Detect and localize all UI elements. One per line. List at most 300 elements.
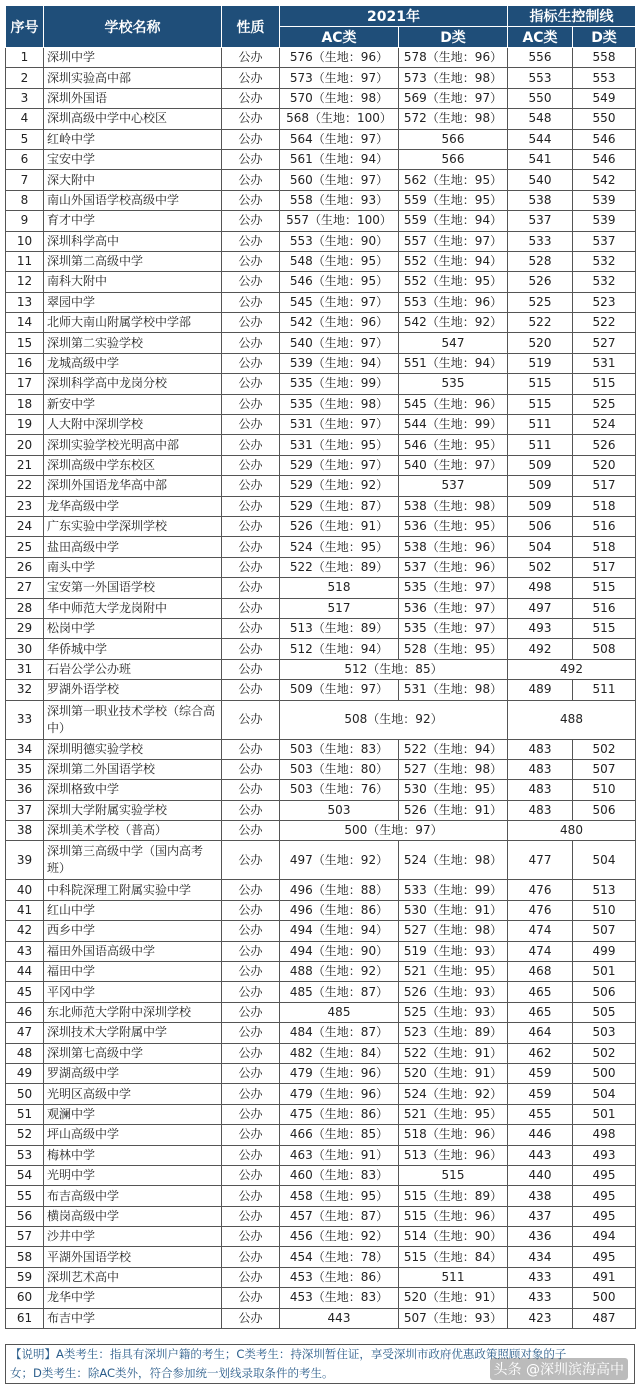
cell-control-ac: 540 bbox=[508, 170, 573, 190]
cell-score-d: 523（生地：89） bbox=[399, 1023, 508, 1043]
cell-control-d: 507 bbox=[573, 921, 636, 941]
cell-score-d: 528（生地：95） bbox=[399, 639, 508, 659]
cell-school-name: 松岗中学 bbox=[44, 618, 222, 638]
table-row bbox=[6, 537, 636, 557]
cell-type: 公办 bbox=[222, 800, 280, 820]
table-row bbox=[6, 48, 636, 68]
cell-score-d: 547 bbox=[399, 333, 508, 353]
cell-control-merged: 480 bbox=[508, 821, 636, 841]
header-2021-ac: AC类 bbox=[280, 27, 399, 48]
cell-type: 公办 bbox=[222, 231, 280, 251]
cell-index: 34 bbox=[6, 739, 44, 759]
cell-control-d: 510 bbox=[573, 780, 636, 800]
cell-school-name: 南山外国语学校高级中学 bbox=[44, 190, 222, 210]
score-table bbox=[5, 5, 636, 1329]
cell-score-d: 533（生地：99） bbox=[399, 880, 508, 900]
cell-control-d: 495 bbox=[573, 1186, 636, 1206]
cell-score-d: 536（生地：95） bbox=[399, 516, 508, 536]
header-index: 序号 bbox=[6, 6, 44, 48]
cell-school-name: 深圳外国语 bbox=[44, 88, 222, 108]
cell-control-d: 487 bbox=[573, 1308, 636, 1328]
cell-school-name: 横岗高级中学 bbox=[44, 1206, 222, 1226]
cell-control-d: 546 bbox=[573, 129, 636, 149]
cell-school-name: 深圳科学高中 bbox=[44, 231, 222, 251]
cell-type: 公办 bbox=[222, 149, 280, 169]
cell-control-d: 539 bbox=[573, 211, 636, 231]
cell-score-ac: 484（生地：87） bbox=[280, 1023, 399, 1043]
cell-control-d: 523 bbox=[573, 292, 636, 312]
cell-control-ac: 528 bbox=[508, 251, 573, 271]
cell-control-ac: 468 bbox=[508, 962, 573, 982]
cell-control-d: 510 bbox=[573, 900, 636, 920]
cell-type: 公办 bbox=[222, 455, 280, 475]
cell-index: 45 bbox=[6, 982, 44, 1002]
cell-control-ac: 526 bbox=[508, 272, 573, 292]
table-row bbox=[6, 374, 636, 394]
cell-index: 41 bbox=[6, 900, 44, 920]
table-row bbox=[6, 455, 636, 475]
cell-control-d: 549 bbox=[573, 88, 636, 108]
cell-control-d: 505 bbox=[573, 1002, 636, 1022]
cell-school-name: 深圳第二高级中学 bbox=[44, 251, 222, 271]
cell-type: 公办 bbox=[222, 780, 280, 800]
table-row bbox=[6, 129, 636, 149]
cell-control-d: 524 bbox=[573, 415, 636, 435]
cell-index: 26 bbox=[6, 557, 44, 577]
cell-control-d: 495 bbox=[573, 1247, 636, 1267]
cell-school-name: 深圳外国语龙华高中部 bbox=[44, 476, 222, 496]
cell-index: 33 bbox=[6, 700, 44, 739]
cell-score-ac: 542（生地：96） bbox=[280, 313, 399, 333]
cell-control-d: 500 bbox=[573, 1288, 636, 1308]
cell-control-d: 546 bbox=[573, 149, 636, 169]
cell-score-d: 535（生地：97） bbox=[399, 578, 508, 598]
cell-score-ac: 531（生地：97） bbox=[280, 415, 399, 435]
table-row bbox=[6, 476, 636, 496]
cell-score-ac: 509（生地：97） bbox=[280, 680, 399, 700]
cell-control-d: 516 bbox=[573, 598, 636, 618]
table-row bbox=[6, 941, 636, 961]
cell-school-name: 北师大南山附属学校中学部 bbox=[44, 313, 222, 333]
cell-score-d: 521（生地：95） bbox=[399, 962, 508, 982]
cell-type: 公办 bbox=[222, 1288, 280, 1308]
cell-type: 公办 bbox=[222, 394, 280, 414]
cell-type: 公办 bbox=[222, 170, 280, 190]
cell-school-name: 深圳技术大学附属中学 bbox=[44, 1023, 222, 1043]
cell-control-ac: 434 bbox=[508, 1247, 573, 1267]
cell-score-d: 569（生地：97） bbox=[399, 88, 508, 108]
cell-score-ac: 496（生地：88） bbox=[280, 880, 399, 900]
table-row bbox=[6, 780, 636, 800]
table-row bbox=[6, 900, 636, 920]
cell-index: 56 bbox=[6, 1206, 44, 1226]
cell-score-d: 531（生地：98） bbox=[399, 680, 508, 700]
cell-index: 35 bbox=[6, 759, 44, 779]
cell-control-ac: 433 bbox=[508, 1288, 573, 1308]
cell-type: 公办 bbox=[222, 680, 280, 700]
cell-school-name: 宝安第一外国语学校 bbox=[44, 578, 222, 598]
cell-index: 13 bbox=[6, 292, 44, 312]
cell-score-d: 520（生地：91） bbox=[399, 1063, 508, 1083]
table-row bbox=[6, 516, 636, 536]
table-header bbox=[6, 6, 636, 48]
cell-score-ac: 496（生地：86） bbox=[280, 900, 399, 920]
cell-score-d: 535 bbox=[399, 374, 508, 394]
cell-control-d: 542 bbox=[573, 170, 636, 190]
cell-index: 40 bbox=[6, 880, 44, 900]
header-ctrl-d: D类 bbox=[573, 27, 636, 48]
cell-index: 60 bbox=[6, 1288, 44, 1308]
cell-type: 公办 bbox=[222, 1145, 280, 1165]
cell-school-name: 平湖外国语学校 bbox=[44, 1247, 222, 1267]
cell-control-ac: 476 bbox=[508, 900, 573, 920]
cell-index: 55 bbox=[6, 1186, 44, 1206]
cell-index: 51 bbox=[6, 1104, 44, 1124]
table-row bbox=[6, 1145, 636, 1165]
cell-index: 8 bbox=[6, 190, 44, 210]
cell-control-ac: 483 bbox=[508, 780, 573, 800]
cell-score-merged: 512（生地：85） bbox=[280, 659, 508, 679]
cell-control-d: 527 bbox=[573, 333, 636, 353]
table-row bbox=[6, 149, 636, 169]
cell-school-name: 布吉高级中学 bbox=[44, 1186, 222, 1206]
cell-score-d: 521（生地：95） bbox=[399, 1104, 508, 1124]
cell-control-ac: 483 bbox=[508, 800, 573, 820]
cell-control-d: 504 bbox=[573, 841, 636, 880]
cell-control-ac: 483 bbox=[508, 739, 573, 759]
header-year-2021: 2021年 bbox=[280, 6, 508, 27]
cell-type: 公办 bbox=[222, 982, 280, 1002]
table-row bbox=[6, 1206, 636, 1226]
cell-score-ac: 535（生地：98） bbox=[280, 394, 399, 414]
cell-score-d: 535（生地：97） bbox=[399, 618, 508, 638]
cell-school-name: 南科大附中 bbox=[44, 272, 222, 292]
cell-index: 61 bbox=[6, 1308, 44, 1328]
cell-control-d: 532 bbox=[573, 251, 636, 271]
cell-score-ac: 558（生地：93） bbox=[280, 190, 399, 210]
cell-type: 公办 bbox=[222, 1227, 280, 1247]
cell-score-d: 524（生地：98） bbox=[399, 841, 508, 880]
cell-school-name: 深圳艺术高中 bbox=[44, 1267, 222, 1287]
cell-control-d: 520 bbox=[573, 455, 636, 475]
cell-control-d: 517 bbox=[573, 476, 636, 496]
cell-control-ac: 506 bbox=[508, 516, 573, 536]
cell-score-ac: 531（生地：95） bbox=[280, 435, 399, 455]
cell-score-d: 519（生地：93） bbox=[399, 941, 508, 961]
table-row bbox=[6, 394, 636, 414]
cell-score-d: 544（生地：99） bbox=[399, 415, 508, 435]
cell-school-name: 深圳科学高中龙岗分校 bbox=[44, 374, 222, 394]
cell-index: 24 bbox=[6, 516, 44, 536]
cell-type: 公办 bbox=[222, 1125, 280, 1145]
cell-index: 30 bbox=[6, 639, 44, 659]
cell-control-ac: 553 bbox=[508, 68, 573, 88]
cell-control-ac: 550 bbox=[508, 88, 573, 108]
cell-index: 57 bbox=[6, 1227, 44, 1247]
cell-school-name: 深圳明德实验学校 bbox=[44, 739, 222, 759]
cell-control-ac: 459 bbox=[508, 1084, 573, 1104]
cell-school-name: 龙华中学 bbox=[44, 1288, 222, 1308]
cell-index: 37 bbox=[6, 800, 44, 820]
cell-index: 42 bbox=[6, 921, 44, 941]
cell-school-name: 龙城高级中学 bbox=[44, 353, 222, 373]
cell-score-ac: 457（生地：87） bbox=[280, 1206, 399, 1226]
cell-score-d: 559（生地：95） bbox=[399, 190, 508, 210]
cell-score-ac: 568（生地：100） bbox=[280, 109, 399, 129]
cell-type: 公办 bbox=[222, 292, 280, 312]
cell-school-name: 深圳第一职业技术学校（综合高中） bbox=[44, 700, 222, 739]
cell-type: 公办 bbox=[222, 1002, 280, 1022]
cell-score-ac: 548（生地：95） bbox=[280, 251, 399, 271]
cell-type: 公办 bbox=[222, 821, 280, 841]
cell-control-d: 500 bbox=[573, 1063, 636, 1083]
cell-score-ac: 529（生地：92） bbox=[280, 476, 399, 496]
cell-index: 53 bbox=[6, 1145, 44, 1165]
cell-score-d: 557（生地：97） bbox=[399, 231, 508, 251]
cell-score-d: 526（生地：93） bbox=[399, 982, 508, 1002]
cell-score-d: 515（生地：84） bbox=[399, 1247, 508, 1267]
cell-control-ac: 474 bbox=[508, 941, 573, 961]
cell-control-ac: 511 bbox=[508, 415, 573, 435]
cell-control-ac: 476 bbox=[508, 880, 573, 900]
cell-score-ac: 479（生地：96） bbox=[280, 1084, 399, 1104]
table-row bbox=[6, 333, 636, 353]
cell-control-d: 526 bbox=[573, 435, 636, 455]
table-row bbox=[6, 659, 636, 679]
cell-score-d: 514（生地：90） bbox=[399, 1227, 508, 1247]
table-row bbox=[6, 251, 636, 271]
header-type: 性质 bbox=[222, 6, 280, 48]
table-row bbox=[6, 962, 636, 982]
cell-control-d: 537 bbox=[573, 231, 636, 251]
table-row bbox=[6, 1227, 636, 1247]
header-control-line: 指标生控制线 bbox=[508, 6, 636, 27]
cell-control-ac: 477 bbox=[508, 841, 573, 880]
cell-score-ac: 570（生地：98） bbox=[280, 88, 399, 108]
cell-score-d: 551（生地：94） bbox=[399, 353, 508, 373]
cell-type: 公办 bbox=[222, 353, 280, 373]
cell-type: 公办 bbox=[222, 1084, 280, 1104]
cell-control-d: 515 bbox=[573, 578, 636, 598]
cell-control-d: 539 bbox=[573, 190, 636, 210]
cell-school-name: 深圳实验高中部 bbox=[44, 68, 222, 88]
cell-score-d: 507（生地：93） bbox=[399, 1308, 508, 1328]
cell-type: 公办 bbox=[222, 578, 280, 598]
table-row bbox=[6, 1084, 636, 1104]
cell-control-ac: 465 bbox=[508, 1002, 573, 1022]
cell-score-ac: 561（生地：94） bbox=[280, 149, 399, 169]
cell-index: 27 bbox=[6, 578, 44, 598]
cell-score-d: 562（生地：95） bbox=[399, 170, 508, 190]
cell-control-ac: 462 bbox=[508, 1043, 573, 1063]
cell-index: 49 bbox=[6, 1063, 44, 1083]
cell-score-d: 578（生地：96） bbox=[399, 48, 508, 68]
cell-score-ac: 482（生地：84） bbox=[280, 1043, 399, 1063]
cell-school-name: 广东实验中学深圳学校 bbox=[44, 516, 222, 536]
cell-control-d: 550 bbox=[573, 109, 636, 129]
cell-type: 公办 bbox=[222, 598, 280, 618]
cell-score-ac: 535（生地：99） bbox=[280, 374, 399, 394]
cell-score-ac: 458（生地：95） bbox=[280, 1186, 399, 1206]
cell-type: 公办 bbox=[222, 1267, 280, 1287]
cell-school-name: 深圳中学 bbox=[44, 48, 222, 68]
cell-control-d: 498 bbox=[573, 1125, 636, 1145]
cell-score-ac: 522（生地：89） bbox=[280, 557, 399, 577]
cell-score-d: 522（生地：91） bbox=[399, 1043, 508, 1063]
table-row bbox=[6, 1023, 636, 1043]
cell-school-name: 盐田高级中学 bbox=[44, 537, 222, 557]
cell-score-ac: 453（生地：83） bbox=[280, 1288, 399, 1308]
cell-type: 公办 bbox=[222, 333, 280, 353]
cell-control-d: 502 bbox=[573, 1043, 636, 1063]
cell-score-ac: 475（生地：86） bbox=[280, 1104, 399, 1124]
cell-type: 公办 bbox=[222, 1206, 280, 1226]
table-row bbox=[6, 880, 636, 900]
cell-type: 公办 bbox=[222, 68, 280, 88]
cell-control-ac: 464 bbox=[508, 1023, 573, 1043]
table-row bbox=[6, 1104, 636, 1124]
cell-control-ac: 522 bbox=[508, 313, 573, 333]
cell-type: 公办 bbox=[222, 557, 280, 577]
table-row bbox=[6, 231, 636, 251]
cell-control-ac: 433 bbox=[508, 1267, 573, 1287]
cell-index: 5 bbox=[6, 129, 44, 149]
cell-score-d: 573（生地：98） bbox=[399, 68, 508, 88]
cell-control-ac: 537 bbox=[508, 211, 573, 231]
cell-type: 公办 bbox=[222, 921, 280, 941]
table-row bbox=[6, 739, 636, 759]
cell-school-name: 龙华高级中学 bbox=[44, 496, 222, 516]
cell-score-d: 515 bbox=[399, 1165, 508, 1185]
cell-control-ac: 509 bbox=[508, 496, 573, 516]
table-row bbox=[6, 1186, 636, 1206]
cell-index: 17 bbox=[6, 374, 44, 394]
cell-score-ac: 453（生地：86） bbox=[280, 1267, 399, 1287]
cell-index: 32 bbox=[6, 680, 44, 700]
cell-school-name: 深圳大学附属实验学校 bbox=[44, 800, 222, 820]
cell-index: 16 bbox=[6, 353, 44, 373]
table-row bbox=[6, 618, 636, 638]
cell-control-ac: 459 bbox=[508, 1063, 573, 1083]
table-row bbox=[6, 821, 636, 841]
cell-score-ac: 539（生地：94） bbox=[280, 353, 399, 373]
cell-control-ac: 438 bbox=[508, 1186, 573, 1206]
cell-school-name: 中科院深理工附属实验中学 bbox=[44, 880, 222, 900]
table-row bbox=[6, 211, 636, 231]
cell-control-d: 511 bbox=[573, 680, 636, 700]
cell-school-name: 宝安中学 bbox=[44, 149, 222, 169]
table-row bbox=[6, 272, 636, 292]
cell-control-d: 531 bbox=[573, 353, 636, 373]
cell-control-ac: 525 bbox=[508, 292, 573, 312]
cell-type: 公办 bbox=[222, 1247, 280, 1267]
cell-score-ac: 460（生地：83） bbox=[280, 1165, 399, 1185]
cell-score-ac: 479（生地：96） bbox=[280, 1063, 399, 1083]
cell-index: 12 bbox=[6, 272, 44, 292]
table-row bbox=[6, 680, 636, 700]
header-school-name: 学校名称 bbox=[44, 6, 222, 48]
cell-score-ac: 557（生地：100） bbox=[280, 211, 399, 231]
cell-control-d: 516 bbox=[573, 516, 636, 536]
cell-score-d: 538（生地：98） bbox=[399, 496, 508, 516]
cell-score-d: 522（生地：94） bbox=[399, 739, 508, 759]
cell-score-d: 552（生地：95） bbox=[399, 272, 508, 292]
cell-control-d: 491 bbox=[573, 1267, 636, 1287]
cell-score-merged: 508（生地：92） bbox=[280, 700, 508, 739]
table-row bbox=[6, 1165, 636, 1185]
cell-school-name: 福田外国语高级中学 bbox=[44, 941, 222, 961]
cell-score-d: 553（生地：96） bbox=[399, 292, 508, 312]
cell-school-name: 福田中学 bbox=[44, 962, 222, 982]
table-row bbox=[6, 1063, 636, 1083]
cell-control-d: 506 bbox=[573, 800, 636, 820]
cell-index: 36 bbox=[6, 780, 44, 800]
cell-index: 25 bbox=[6, 537, 44, 557]
table-row bbox=[6, 578, 636, 598]
header-ctrl-ac: AC类 bbox=[508, 27, 573, 48]
cell-score-ac: 488（生地：92） bbox=[280, 962, 399, 982]
cell-score-ac: 573（生地：97） bbox=[280, 68, 399, 88]
cell-control-ac: 538 bbox=[508, 190, 573, 210]
cell-school-name: 新安中学 bbox=[44, 394, 222, 414]
cell-score-d: 524（生地：92） bbox=[399, 1084, 508, 1104]
cell-score-d: 536（生地：97） bbox=[399, 598, 508, 618]
cell-score-ac: 540（生地：97） bbox=[280, 333, 399, 353]
cell-index: 4 bbox=[6, 109, 44, 129]
cell-type: 公办 bbox=[222, 272, 280, 292]
cell-index: 58 bbox=[6, 1247, 44, 1267]
cell-school-name: 深圳第二外国语学校 bbox=[44, 759, 222, 779]
cell-score-ac: 503 bbox=[280, 800, 399, 820]
cell-type: 公办 bbox=[222, 1186, 280, 1206]
cell-index: 59 bbox=[6, 1267, 44, 1287]
cell-type: 公办 bbox=[222, 1165, 280, 1185]
table-row bbox=[6, 68, 636, 88]
cell-score-ac: 463（生地：91） bbox=[280, 1145, 399, 1165]
cell-type: 公办 bbox=[222, 1104, 280, 1124]
cell-index: 38 bbox=[6, 821, 44, 841]
cell-school-name: 观澜中学 bbox=[44, 1104, 222, 1124]
cell-type: 公办 bbox=[222, 211, 280, 231]
cell-type: 公办 bbox=[222, 659, 280, 679]
footnote-line-2: 女；D类考生：除AC类外，符合参加统一划线录取条件的考生。 bbox=[10, 1366, 334, 1380]
cell-score-d: 530（生地：95） bbox=[399, 780, 508, 800]
cell-type: 公办 bbox=[222, 941, 280, 961]
cell-control-ac: 455 bbox=[508, 1104, 573, 1124]
cell-score-ac: 524（生地：95） bbox=[280, 537, 399, 557]
cell-score-ac: 512（生地：94） bbox=[280, 639, 399, 659]
footnote-line-1: 【说明】A类考生：指具有深圳户籍的考生；C类考生：持深圳暂住证，享受深圳市政府优惠政策照顾对象的子 bbox=[10, 1347, 567, 1361]
cell-score-ac: 517 bbox=[280, 598, 399, 618]
cell-type: 公办 bbox=[222, 129, 280, 149]
cell-score-ac: 518 bbox=[280, 578, 399, 598]
table-row bbox=[6, 88, 636, 108]
cell-type: 公办 bbox=[222, 1043, 280, 1063]
cell-control-ac: 436 bbox=[508, 1227, 573, 1247]
cell-control-d: 495 bbox=[573, 1165, 636, 1185]
cell-control-ac: 437 bbox=[508, 1206, 573, 1226]
cell-school-name: 深圳高级中学东校区 bbox=[44, 455, 222, 475]
cell-index: 19 bbox=[6, 415, 44, 435]
cell-index: 22 bbox=[6, 476, 44, 496]
cell-type: 公办 bbox=[222, 48, 280, 68]
cell-score-d: 526（生地：91） bbox=[399, 800, 508, 820]
cell-control-ac: 515 bbox=[508, 374, 573, 394]
cell-school-name: 东北师范大学附中深圳学校 bbox=[44, 1002, 222, 1022]
cell-control-d: 501 bbox=[573, 1104, 636, 1124]
cell-score-ac: 485（生地：87） bbox=[280, 982, 399, 1002]
cell-control-ac: 509 bbox=[508, 455, 573, 475]
